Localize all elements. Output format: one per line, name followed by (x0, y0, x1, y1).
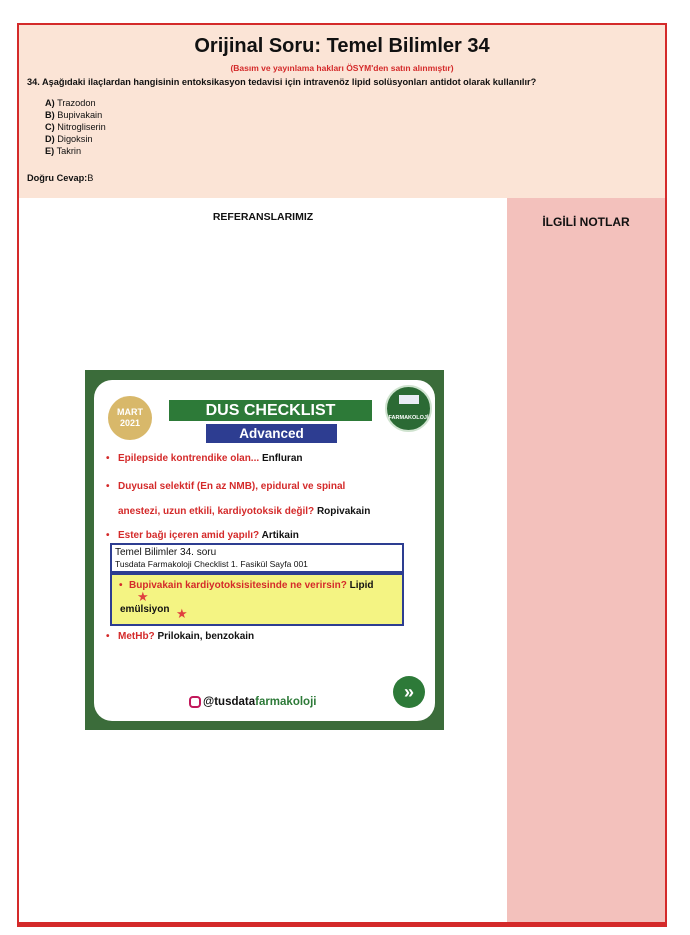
highlight-item-continued: emülsiyon (120, 604, 170, 615)
question-header (19, 25, 665, 198)
options-list (45, 97, 106, 157)
references-column (19, 198, 507, 922)
option-b: B) Bupivakain (45, 110, 103, 120)
checklist-card-body (94, 380, 435, 721)
list-item-continued: anestezi, uzun etkili, kardiyotoksik değil? Ropivakain (118, 506, 371, 517)
list-item: • MetHb? Prilokain, benzokain (106, 631, 255, 642)
reference-line-1: Temel Bilimler 34. soru (115, 547, 217, 558)
star-icon: ★ (176, 606, 188, 621)
page-frame (17, 23, 667, 927)
copyright-note: (Basım ve yayınlama hakları ÖSYM'den satın alınmıştır) (230, 63, 454, 73)
option-a: A) Trazodon (45, 98, 96, 108)
references-title: REFERANSLARIMIZ (212, 211, 314, 223)
notes-title: İLGİLİ NOTLAR (542, 215, 630, 229)
option-e: E) Takrin (45, 146, 82, 156)
reference-box (110, 543, 404, 573)
instagram-handle: @tusdatafarmakoloji (203, 696, 317, 708)
notes-column (507, 198, 665, 922)
list-item: • Duyusal selektif (En az NMB), epidural ve spinal (106, 481, 346, 492)
checklist-subtitle: Advanced (206, 424, 337, 443)
page-title: Orijinal Soru: Temel Bilimler 34 (194, 35, 490, 57)
instagram-icon (189, 696, 201, 708)
option-d: D) Digoksin (45, 134, 93, 144)
question-text: 34. Aşağıdaki ilaçlardan hangisinin entoksikasyon tedavisi için intravenöz lipid solüsyonları antidot olarak kullanılır? (27, 77, 537, 87)
highlight-item: • Bupivakain kardiyotoksisitesinde ne verirsin? Lipid (119, 580, 374, 591)
farmakoloji-logo-icon: FARMAKOLOJİ (385, 385, 432, 432)
checklist-title: DUS CHECKLIST (169, 400, 372, 421)
date-badge: MART 2021 (108, 396, 152, 440)
list-item: • Epilepside kontrendike olan... Enfluran (106, 453, 303, 464)
option-c: C) Nitrogliserin (45, 122, 106, 132)
checklist-card (85, 370, 444, 730)
highlight-box (110, 573, 404, 626)
list-item: • Ester bağı içeren amid yapılı? Artikain (106, 530, 299, 541)
star-icon: ★ (137, 589, 149, 604)
next-arrow-icon[interactable]: » (393, 676, 425, 708)
correct-answer: Doğru Cevap:B (27, 173, 94, 183)
reference-line-2: Tusdata Farmakoloji Checklist 1. Fasikül Sayfa 001 (115, 559, 308, 569)
